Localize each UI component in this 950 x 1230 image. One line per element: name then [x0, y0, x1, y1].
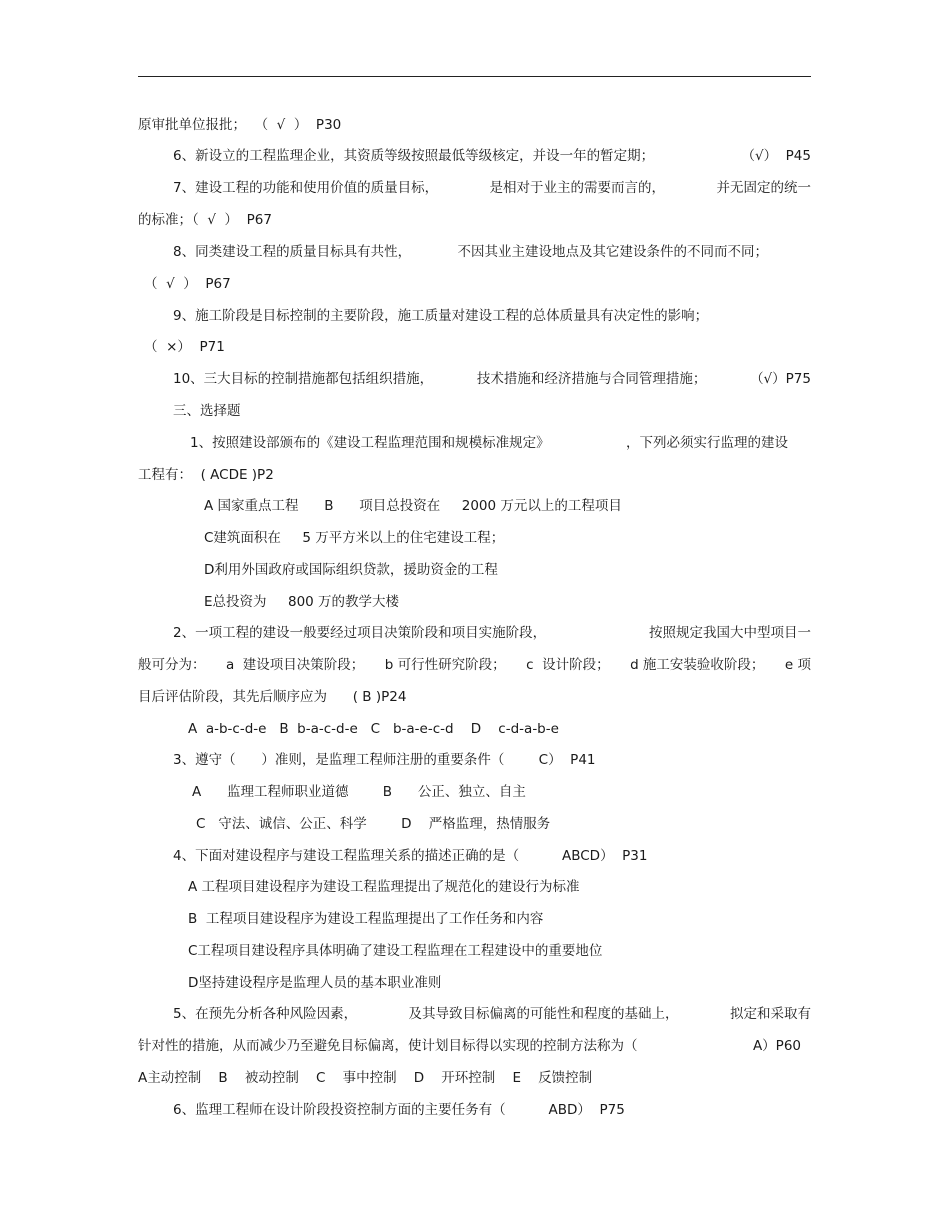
text-line: 3、遵守（ ）准则，是监理工程师注册的重要条件（ C） P41 — [173, 752, 596, 768]
option-line: A a-b-c-d-e B b-a-c-d-e C b-a-e-c-d D c-d-a-b-e — [188, 721, 559, 737]
text-line: 1、按照建设部颁布的《建设工程监理范围和规模标准规定》 ，下列必须实行监理的建设 — [190, 435, 788, 451]
text-line: 10、三大目标的控制措施都包括组织措施， 技术措施和经济措施与合同管理措施； （√）P75 — [173, 371, 811, 387]
option-line: E总投资为 800 万的教学大楼 — [204, 594, 400, 610]
text-line: 针对性的措施，从而减少乃至避免目标偏离，使计划目标得以实现的控制方法称为（ A）P60 — [138, 1038, 801, 1054]
text-line: 般可分为： a 建设项目决策阶段； b 可行性研究阶段； c 设计阶段； d 施工安装验收阶段； e 项 — [138, 657, 811, 673]
text-line: 9、施工阶段是目标控制的主要阶段，施工质量对建设工程的总体质量具有决定性的影响； — [173, 308, 709, 324]
text-line: 原审批单位报批； （ √ ） P30 — [138, 117, 342, 133]
text-line: 8、同类建设工程的质量目标具有共性， 不因其业主建设地点及其它建设条件的不同而不同； — [173, 244, 768, 260]
text-line: 2、一项工程的建设一般要经过项目决策阶段和项目实施阶段， 按照规定我国大中型项目一 — [173, 625, 811, 641]
text-line: 的标准；（ √ ） P67 — [138, 212, 272, 228]
option-line: C 守法、诚信、公正、科学 D 严格监理，热情服务 — [196, 816, 551, 832]
option-line: A 国家重点工程 B 项目总投资在 2000 万元以上的工程项目 — [204, 498, 622, 514]
text-line: （ ×） P71 — [144, 339, 225, 355]
section-heading: 三、选择题 — [173, 403, 241, 419]
header-rule — [138, 76, 811, 77]
option-line: D坚持建设程序是监理人员的基本职业准则 — [188, 975, 442, 991]
text-line: 目后评估阶段，其先后顺序应为 ( B )P24 — [138, 689, 407, 705]
text-line: 5、在预先分析各种风险因素， 及其导致目标偏离的可能性和程度的基础上， 拟定和采取有 — [173, 1006, 811, 1022]
text-line: 7、建设工程的功能和使用价值的质量目标， 是相对于业主的需要而言的， 并无固定的统一 — [173, 180, 811, 196]
option-line: C工程项目建设程序具体明确了建设工程监理在工程建设中的重要地位 — [188, 943, 603, 959]
text-line: 6、监理工程师在设计阶段投资控制方面的主要任务有（ ABD） P75 — [173, 1102, 625, 1118]
text-line: 4、下面对建设程序与建设工程监理关系的描述正确的是（ ABCD） P31 — [173, 848, 648, 864]
option-line: B 工程项目建设程序为建设工程监理提出了工作任务和内容 — [188, 911, 544, 927]
text-line: 工程有： ( ACDE )P2 — [138, 467, 274, 483]
option-line: A 监理工程师职业道德 B 公正、独立、自主 — [192, 784, 526, 800]
text-line: 6、新设立的工程监理企业，其资质等级按照最低等级核定，并设一年的暂定期； （√） P45 — [173, 148, 811, 164]
option-line: D利用外国政府或国际组织贷款，援助资金的工程 — [204, 562, 498, 578]
option-line: A主动控制 B 被动控制 C 事中控制 D 开环控制 E 反馈控制 — [138, 1070, 593, 1086]
option-line: A 工程项目建设程序为建设工程监理提出了规范化的建设行为标准 — [188, 879, 580, 895]
option-line: C建筑面积在 5 万平方米以上的住宅建设工程； — [204, 530, 505, 546]
text-line: （ √ ） P67 — [144, 276, 231, 292]
